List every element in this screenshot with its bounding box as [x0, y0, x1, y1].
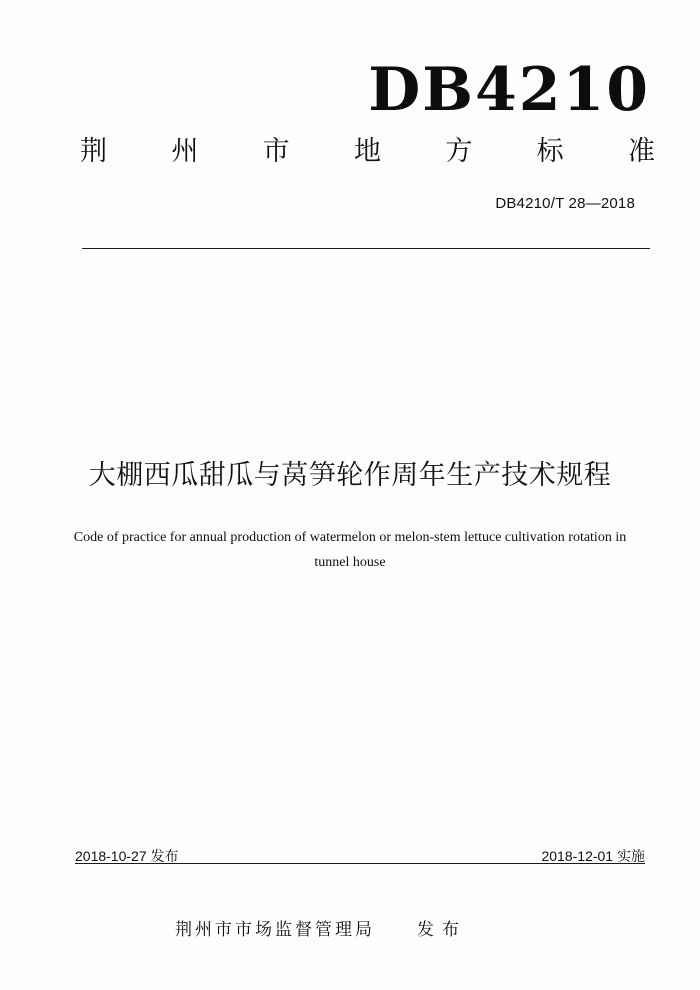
standard-type-char: 市 — [262, 136, 290, 167]
standard-type-char: 荆 — [80, 136, 107, 167]
title-english — [40, 525, 660, 575]
standard-type-char: 地 — [353, 136, 381, 167]
standard-type-char: 标 — [536, 136, 564, 167]
issuer-name: 荆州市市场监督管理局 — [175, 920, 375, 940]
implementation-date: 2018-12-01 实施 — [541, 848, 645, 864]
title-chinese: 大棚西瓜甜瓜与莴笋轮作周年生产技术规程 — [88, 460, 612, 491]
title-english-line: tunnel house — [314, 555, 386, 570]
standard-type — [80, 138, 655, 165]
issue-word: 发布 — [417, 920, 467, 940]
standard-type-char: 州 — [171, 136, 199, 167]
header-divider — [82, 248, 650, 249]
standard-number: DB4210/T 28—2018 — [495, 195, 635, 212]
footer-divider — [75, 863, 645, 864]
title-english-line: Code of practice for annual production of watermelon or melon-stem lettuce cultivation rotation in — [73, 530, 627, 545]
standard-type-char: 准 — [627, 136, 655, 167]
standard-code: DB4210 — [368, 55, 650, 125]
release-date: 2018-10-27 发布 — [75, 848, 179, 864]
issuer-row — [175, 915, 467, 940]
standard-type-char: 方 — [445, 136, 473, 167]
